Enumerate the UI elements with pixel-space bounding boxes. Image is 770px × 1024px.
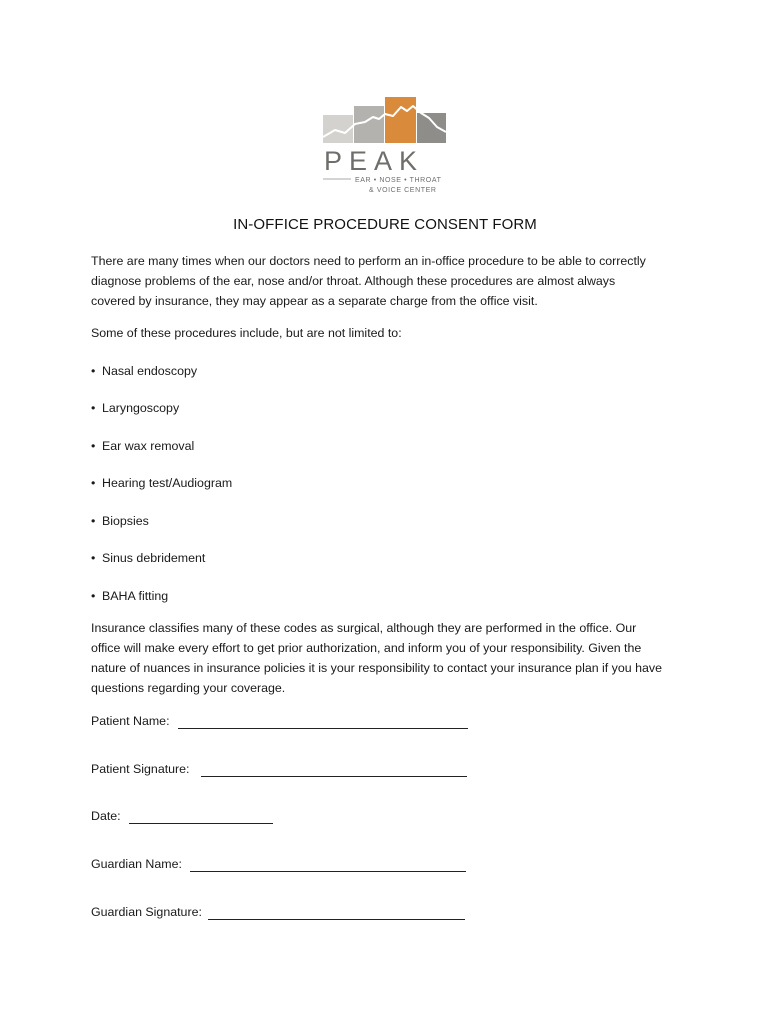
- list-item: [91, 361, 197, 381]
- logo-block-dark: [417, 113, 446, 143]
- intro-paragraph: [91, 251, 691, 311]
- patient-signature-field[interactable]: [201, 776, 467, 777]
- logo-tagline-2: & VOICE CENTER: [369, 187, 437, 194]
- logo-block-orange: [385, 97, 416, 143]
- patient-signature-row: [91, 759, 190, 779]
- intro-line: covered by insurance, they may appear as a separate charge from the office visit.: [91, 294, 538, 308]
- guardian-signature-label: Guardian Signature:: [91, 905, 202, 919]
- bullet-icon: •: [91, 439, 96, 453]
- bullet-icon: •: [91, 401, 96, 415]
- list-item: [91, 548, 205, 568]
- bullet-icon: •: [91, 551, 96, 565]
- bullet-icon: •: [91, 364, 96, 378]
- logo-wordmark: PEAK: [324, 146, 425, 176]
- list-item: [91, 511, 149, 531]
- logo-block-mid: [354, 106, 384, 143]
- bullet-icon: •: [91, 476, 96, 490]
- list-item: [91, 473, 232, 493]
- date-row: [91, 806, 121, 826]
- procedure-label: Sinus debridement: [102, 551, 206, 565]
- date-label: Date:: [91, 809, 121, 823]
- insurance-paragraph: [91, 618, 691, 698]
- guardian-signature-field[interactable]: [208, 919, 465, 920]
- patient-name-field[interactable]: [178, 728, 468, 729]
- procedure-label: Ear wax removal: [102, 439, 195, 453]
- procedure-label: Biopsies: [102, 514, 149, 528]
- insurance-line: office will make every effort to get prior authorization, and inform you of your responsibility. Given the: [91, 641, 642, 655]
- list-item: [91, 436, 194, 456]
- logo-tagline-1: EAR • NOSE • THROAT: [355, 177, 442, 184]
- insurance-line: questions regarding your coverage.: [91, 681, 286, 695]
- guardian-signature-row: [91, 902, 202, 922]
- patient-name-label: Patient Name:: [91, 714, 170, 728]
- insurance-line: Insurance classifies many of these codes as surgical, although they are performed in the office. Our: [91, 621, 637, 635]
- guardian-name-field[interactable]: [190, 871, 466, 872]
- list-item: [91, 586, 168, 606]
- patient-signature-label: Patient Signature:: [91, 762, 190, 776]
- form-title: IN-OFFICE PROCEDURE CONSENT FORM: [233, 216, 537, 233]
- procedure-label: Nasal endoscopy: [102, 364, 198, 378]
- intro-line: There are many times when our doctors need to perform an in-office procedure to be able to correctly: [91, 254, 646, 268]
- guardian-name-row: [91, 854, 182, 874]
- list-item: [91, 398, 179, 418]
- peak-logo: [321, 97, 451, 197]
- procedure-label: BAHA fitting: [102, 589, 169, 603]
- guardian-name-label: Guardian Name:: [91, 857, 182, 871]
- list-intro-text: [91, 323, 691, 343]
- insurance-line: nature of nuances in insurance policies it is your responsibility to contact your insurance plan if you have: [91, 661, 662, 675]
- peak-logo-mark: [321, 97, 451, 197]
- date-field[interactable]: [129, 823, 273, 824]
- bullet-icon: •: [91, 514, 96, 528]
- patient-name-row: [91, 711, 170, 731]
- list-intro-line: Some of these procedures include, but are not limited to:: [91, 326, 402, 340]
- procedure-label: Laryngoscopy: [102, 401, 180, 415]
- bullet-icon: •: [91, 589, 96, 603]
- intro-line: diagnose problems of the ear, nose and/or throat. Although these procedures are almost always: [91, 274, 616, 288]
- procedure-label: Hearing test/Audiogram: [102, 476, 233, 490]
